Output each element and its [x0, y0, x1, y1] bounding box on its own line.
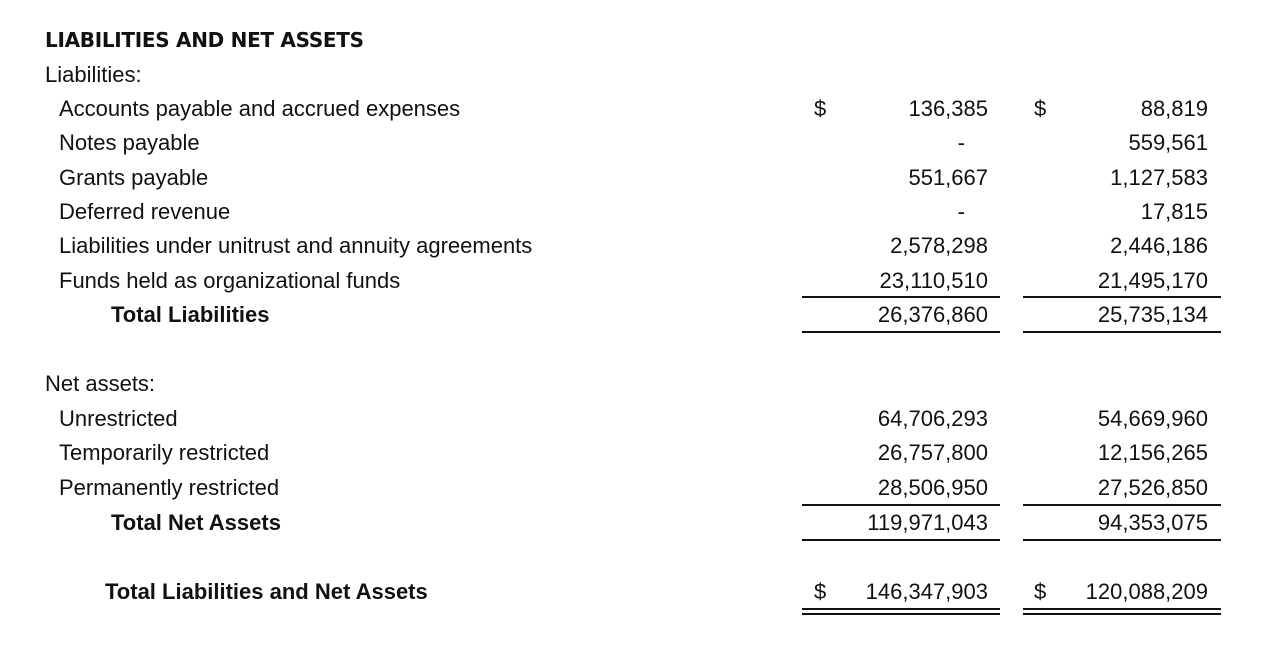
- subtotal-rule: [1023, 296, 1221, 298]
- total-value-current-year: 26,376,860: [877, 302, 988, 327]
- table-row: [0, 128, 1262, 162]
- value-prior-year: 21,495,170: [1097, 268, 1208, 293]
- value-prior-year: 88,819: [1140, 96, 1208, 121]
- value-current-year: 26,757,800: [877, 440, 988, 465]
- net-assets-section-label: Net assets:: [45, 371, 156, 396]
- row-label: Deferred revenue: [59, 199, 231, 224]
- total-rule: [1023, 539, 1221, 541]
- liabilities-section-row: [0, 60, 1262, 94]
- grand-total-value-prior-year: 120,088,209: [1085, 579, 1208, 604]
- currency-symbol: $: [814, 96, 827, 121]
- table-row: [0, 197, 1262, 231]
- table-row: [0, 266, 1262, 300]
- value-prior-year: 559,561: [1128, 130, 1208, 155]
- table-row: [0, 94, 1262, 128]
- row-label: Unrestricted: [59, 406, 178, 431]
- value-prior-year: 54,669,960: [1097, 406, 1208, 431]
- table-row: [0, 231, 1262, 265]
- double-rule-top: [802, 608, 1000, 610]
- value-current-year: 136,385: [908, 96, 988, 121]
- value-current-year: 28,506,950: [877, 475, 988, 500]
- value-prior-year: 27,526,850: [1097, 475, 1208, 500]
- grand-total-value-current-year: 146,347,903: [865, 579, 988, 604]
- value-current-year: 23,110,510: [879, 268, 988, 293]
- liabilities-section-label: Liabilities:: [45, 62, 142, 87]
- value-current-year: 551,667: [908, 165, 988, 190]
- value-prior-year: 17,815: [1140, 199, 1208, 224]
- total-label: Total Net Assets: [111, 510, 281, 535]
- grand-total-row: [0, 577, 1262, 611]
- total-value-current-year: 119,971,043: [867, 510, 988, 535]
- value-current-year: -: [957, 199, 965, 224]
- value-prior-year: 1,127,583: [1110, 165, 1208, 190]
- subtotal-rule: [802, 296, 1000, 298]
- grand-total-label: Total Liabilities and Net Assets: [105, 579, 428, 604]
- total-rule: [802, 539, 1000, 541]
- table-row: [0, 163, 1262, 197]
- total-net-assets-row: [0, 508, 1262, 542]
- double-rule-bottom: [802, 613, 1000, 615]
- total-value-prior-year: 25,735,134: [1097, 302, 1208, 327]
- currency-symbol: $: [814, 579, 827, 604]
- row-label: Grants payable: [59, 165, 209, 190]
- currency-symbol: $: [1034, 579, 1047, 604]
- total-rule: [802, 331, 1000, 333]
- subtotal-rule: [1023, 504, 1221, 506]
- table-row: [0, 473, 1262, 507]
- total-rule: [1023, 331, 1221, 333]
- net-assets-section-row: [0, 369, 1262, 403]
- row-label: Temporarily restricted: [59, 440, 270, 465]
- currency-symbol: $: [1034, 96, 1047, 121]
- table-row: [0, 404, 1262, 438]
- total-label: Total Liabilities: [111, 302, 270, 327]
- total-value-prior-year: 94,353,075: [1097, 510, 1208, 535]
- value-prior-year: 2,446,186: [1110, 233, 1208, 258]
- value-current-year: -: [957, 130, 965, 155]
- total-liabilities-row: [0, 300, 1262, 334]
- double-rule-bottom: [1023, 613, 1221, 615]
- value-prior-year: 12,156,265: [1097, 440, 1208, 465]
- section-heading: LIABILITIES AND NET ASSETS: [45, 28, 364, 52]
- row-label: Permanently restricted: [59, 475, 280, 500]
- table-row: [0, 438, 1262, 472]
- subtotal-rule: [802, 504, 1000, 506]
- row-label: Notes payable: [59, 130, 200, 155]
- row-label: Funds held as organizational funds: [59, 268, 401, 293]
- row-label: Accounts payable and accrued expenses: [59, 96, 461, 121]
- value-current-year: 2,578,298: [890, 233, 988, 258]
- row-label: Liabilities under unitrust and annuity agreements: [59, 233, 533, 258]
- value-current-year: 64,706,293: [877, 406, 988, 431]
- double-rule-top: [1023, 608, 1221, 610]
